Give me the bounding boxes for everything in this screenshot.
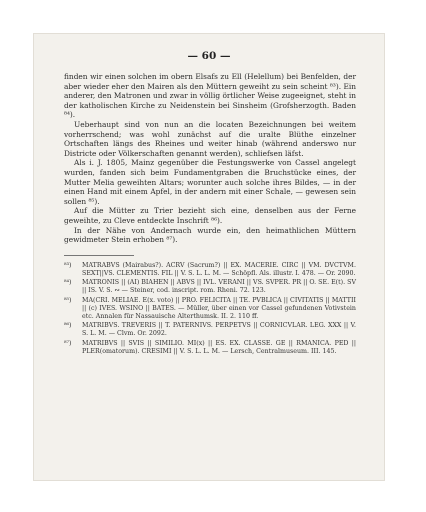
footnote-divider [64, 255, 134, 256]
footnote-number: ⁸⁶) [64, 322, 72, 330]
footnote [64, 340, 356, 356]
footnote [64, 297, 356, 322]
paragraph: Ueberhaupt sind von nun an die locaten Bezeichnungen bei weitem vorherrschend; was wohl zunächst auf die uralte Blüthe einzelner Ortschaften längs des Rheines und weiter hinab (während anderswo nur Districte oder Völkerschaften genannt werden), schliefsen läfst. [64, 119, 356, 158]
footnotes [64, 262, 356, 356]
footnote-number: ⁸⁴) [64, 279, 72, 287]
footnote [64, 322, 356, 338]
footnote-text: MA(CRI. MELIAE. E(x. voto) || PRO. FELICITA || TE. PVBLICA || CIVITATIS || MATTII || (c) IVES. WSINO || BATES. — Müller, über einen vor Cassel gefundenen Votivstein etc. Annalen für Nassauische Alterthumsk. II. 2. 110 ff. [82, 296, 356, 320]
footnote-text: MATRIBVS. TREVERIS || T. PATERNIVS. PERPETVS || CORNICVLAR. LEG. XXX || V. S. L. M. — Clvm. Or. 2092. [82, 322, 356, 338]
page-header: — 60 — [187, 50, 231, 62]
footnote [64, 262, 356, 278]
footnote-number: ⁸⁷) [64, 339, 72, 347]
body-text [64, 72, 356, 245]
paragraph: Als i. J. 1805, Mainz gegenüber die Festungswerke von Cassel angelegt wurden, fanden sich beim Fundamentgraben die Bruchstücke eines, der Mutter Melia geweihten Altars; worunter auch solche ihres Bildes, — in der einen Hand mit einem Apfel, in der andern mit einer Schale, — gewesen sein sollen ⁸⁵). [64, 158, 356, 206]
paragraph: Auf die Mütter zu Trier bezieht sich eine, denselben aus der Ferne geweihte, zu Cleve entdeckte Inschrift ⁸⁶). [64, 206, 356, 225]
book-page [34, 34, 384, 480]
paragraph: finden wir einen solchen im obern Elsafs zu Ell (Helellum) bei Benfelden, der aber wieder eher den Mairen als den Müttern geweiht zu sein scheint ⁸³). Ein anderer, den Matronen und zwar in völlig örtlicher Weise zugeeignet, steht in der katholischen Kirche zu Neidenstein bei Sinsheim (Grofsherzogth. Baden ⁸⁴). [64, 72, 356, 120]
footnote-text: MATRONIS || (AI) BIAHEN || ABVS || IVL. VERANI || VS. SVPER. PR || O. SE. E(t). SV || IS. V. S. ∾ — Steiner, cod. inscript. rom. Rheni. 72. 123. [82, 279, 356, 295]
paragraph: In der Nähe von Andernach wurde ein, den heimathlichen Müttern gewidmeter Stein erhoben ⁸⁷). [64, 225, 356, 245]
footnote-number: ⁸⁵) [64, 296, 72, 304]
footnote [64, 279, 356, 295]
footnote-text: MATRABVS (Mairabus?). ACRV (Sacrum?) || EX. MACERIE. CIRC || VM. DVCTVM. SEXT||VS. CLEMENTIS. FIL || V. S. L. L. M. — Schöpfl. Als. illustr. I. 478. — Or. 2090. [82, 261, 356, 277]
page-content [64, 72, 356, 357]
footnote-text: MATRIBVS || SVIS || SIMILIO. MI(x) || ES. EX. CLASSE. GE || RMANICA. PED || PLER(omatorum). CRESIMI || V. S. L. L. M. — Lersch, Centralmuseum. III. 145. [82, 339, 356, 355]
footnote-number: ⁸³) [64, 261, 72, 269]
